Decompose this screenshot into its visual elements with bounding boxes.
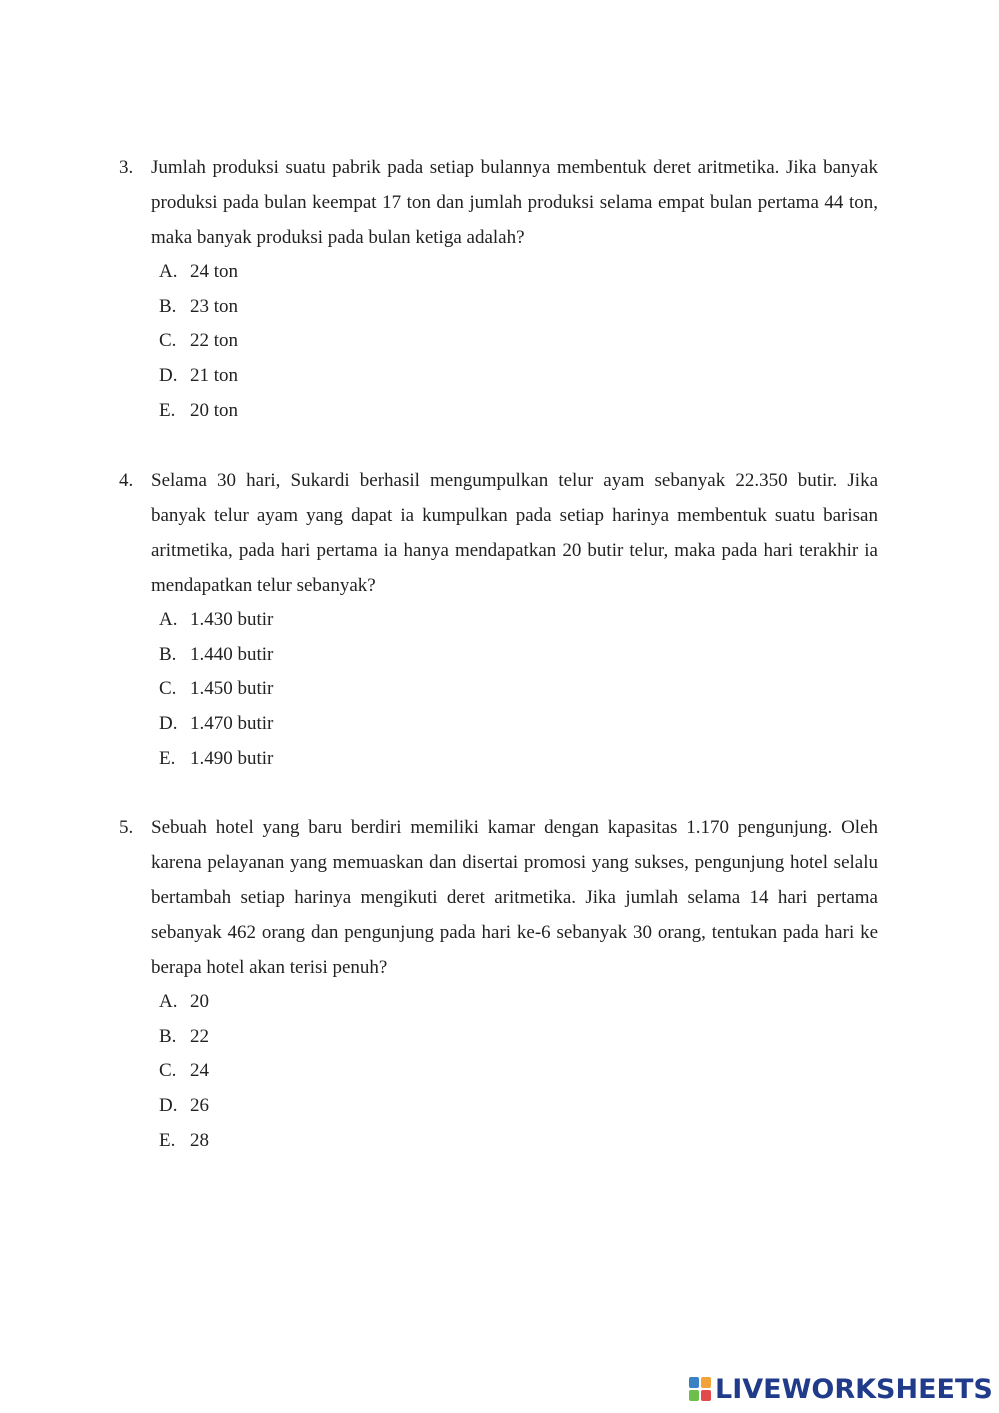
option-a[interactable]	[159, 603, 878, 638]
option-c[interactable]	[159, 1054, 878, 1089]
option-text: 20 ton	[190, 399, 239, 421]
option-text: 1.490 butir	[190, 747, 274, 769]
question-text: Jumlah produksi suatu pabrik pada setiap bulannya membentuk deret aritmetika. Jika banyak produksi pada bulan keempat 17 ton dan jumlah produksi selama empat bulan pertama 44 ton, maka banyak produksi pada bulan ketiga adalah?	[151, 157, 878, 248]
option-d[interactable]	[159, 359, 878, 394]
option-e[interactable]	[159, 742, 878, 777]
logo-square	[689, 1390, 699, 1401]
option-a[interactable]	[159, 255, 878, 290]
option-letter: B.	[159, 1025, 177, 1047]
question-3	[119, 150, 878, 428]
question-5	[119, 810, 878, 1158]
brand-name: LIVEWORKSHEETS	[715, 1373, 993, 1405]
option-text: 20	[190, 991, 209, 1012]
option-letter: E.	[159, 747, 176, 769]
option-letter: C.	[159, 330, 177, 352]
answer-options	[159, 985, 878, 1158]
option-c[interactable]	[159, 672, 878, 707]
liveworksheets-logo-icon	[689, 1377, 711, 1401]
option-a[interactable]	[159, 985, 878, 1020]
option-text: 22	[190, 1025, 209, 1047]
option-text: 21 ton	[190, 365, 239, 387]
question-number: 5.	[119, 817, 134, 838]
option-letter: A.	[159, 261, 178, 282]
option-text: 26	[190, 1095, 209, 1117]
option-text: 28	[190, 1129, 209, 1151]
question-4	[119, 463, 878, 776]
option-text: 1.430 butir	[190, 609, 274, 630]
option-letter: E.	[159, 1129, 176, 1151]
option-text: 22 ton	[190, 330, 239, 352]
option-c[interactable]	[159, 324, 878, 359]
logo-square	[701, 1377, 711, 1388]
option-text: 23 ton	[190, 295, 239, 317]
question-text: Selama 30 hari, Sukardi berhasil mengumpulkan telur ayam sebanyak 22.350 butir. Jika banyak telur ayam yang dapat ia kumpulkan pada setiap harinya membentuk suatu barisan aritmetika, pada hari pertama ia hanya mendapatkan 20 butir telur, maka pada hari terakhir ia mendapatkan telur sebanyak?	[151, 470, 878, 596]
option-e[interactable]	[159, 1124, 878, 1159]
question-number: 4.	[119, 470, 134, 491]
question-number: 3.	[119, 157, 134, 178]
option-b[interactable]	[159, 1020, 878, 1055]
option-text: 1.470 butir	[190, 713, 274, 735]
option-letter: C.	[159, 1060, 177, 1082]
option-letter: D.	[159, 713, 178, 735]
option-letter: B.	[159, 295, 177, 317]
option-text: 1.450 butir	[190, 678, 274, 700]
option-text: 1.440 butir	[190, 643, 274, 665]
question-text: Sebuah hotel yang baru berdiri memiliki kamar dengan kapasitas 1.170 pengunjung. Oleh karena pelayanan yang memuaskan dan disertai promosi yang sukses, pengunjung hotel selalu bertambah setiap harinya mengikuti deret aritmetika. Jika jumlah selama 14 hari pertama sebanyak 462 orang dan pengunjung pada hari ke-6 sebanyak 30 orang, tentukan pada hari ke berapa hotel akan terisi penuh?	[151, 817, 878, 978]
option-b[interactable]	[159, 290, 878, 325]
option-d[interactable]	[159, 1089, 878, 1124]
option-text: 24 ton	[190, 261, 239, 282]
logo-square	[689, 1377, 699, 1388]
option-letter: E.	[159, 399, 176, 421]
option-e[interactable]	[159, 394, 878, 429]
logo-square	[701, 1390, 711, 1401]
answer-options	[159, 603, 878, 776]
answer-options	[159, 255, 878, 428]
option-letter: B.	[159, 643, 177, 665]
option-letter: D.	[159, 1095, 178, 1117]
option-letter: A.	[159, 991, 178, 1012]
option-d[interactable]	[159, 707, 878, 742]
option-letter: D.	[159, 365, 178, 387]
option-letter: A.	[159, 609, 178, 630]
option-text: 24	[190, 1060, 209, 1082]
liveworksheets-brand[interactable]	[689, 1373, 993, 1405]
option-b[interactable]	[159, 638, 878, 673]
option-letter: C.	[159, 678, 177, 700]
